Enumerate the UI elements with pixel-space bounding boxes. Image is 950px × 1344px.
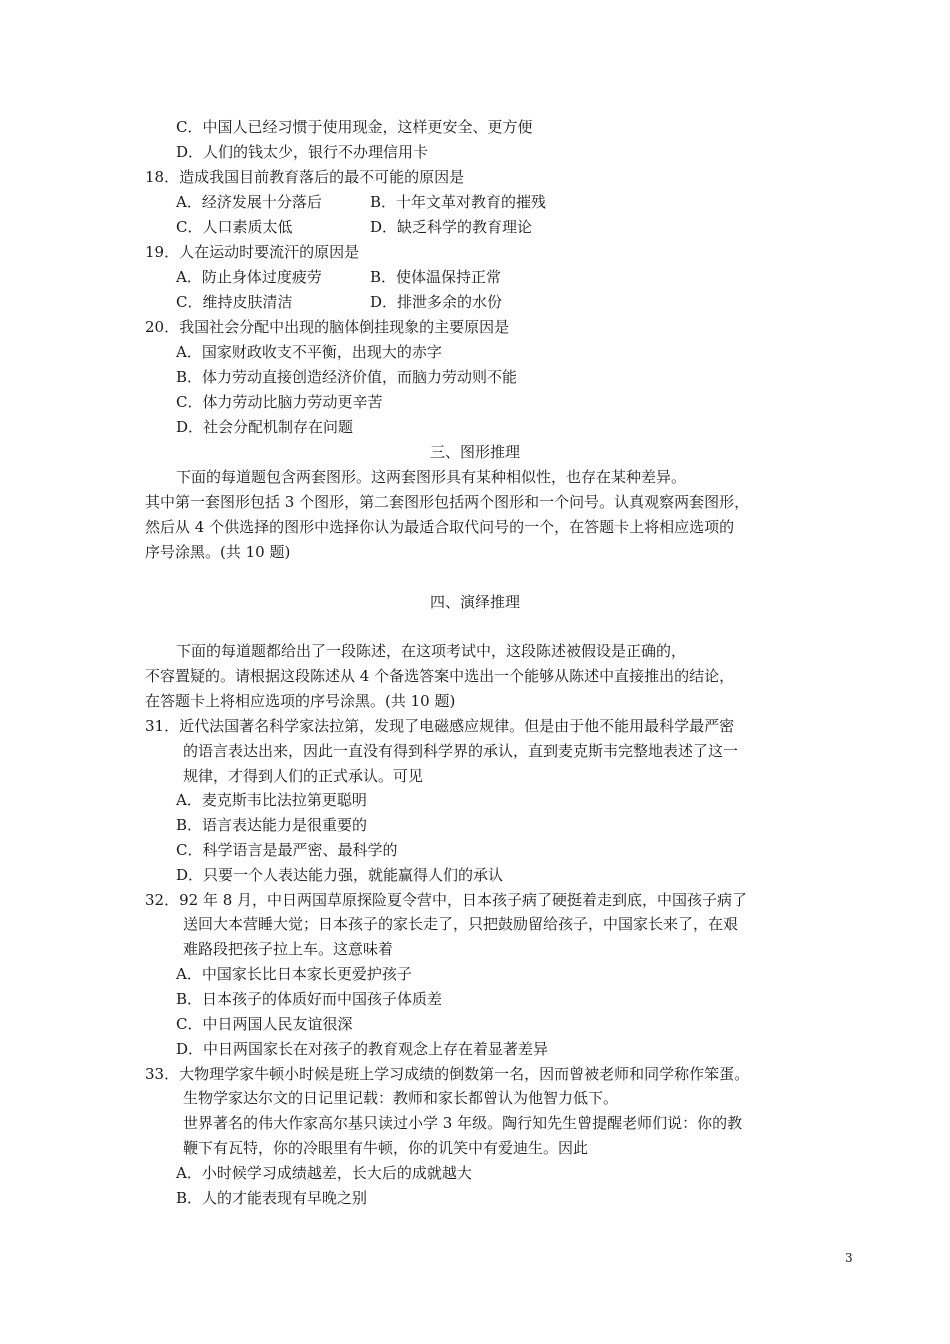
q31-stem-line-3: 规律，才得到人们的正式承认。可见	[183, 767, 424, 785]
q20-option-c: C．体力劳动比脑力劳动更辛苦	[176, 393, 383, 411]
q20-option-d: D．社会分配机制存在问题	[176, 418, 354, 436]
q18-stem: 18．造成我国目前教育落后的最不可能的原因是	[145, 168, 465, 186]
section-3-intro-line-3: 然后从 4 个供选择的图形中选择你认为最适合取代问号的一个，在答题卡上将相应选项的	[145, 518, 735, 536]
q32-option-c: C．中日两国人民友谊很深	[176, 1015, 353, 1033]
q33-option-b: B．人的才能表现有早晚之别	[176, 1189, 368, 1207]
q31-option-c: C．科学语言是最严密、最科学的	[176, 841, 398, 859]
q18-option-c: C．人口素质太低	[176, 218, 293, 236]
q19-option-c: C．维持皮肤清洁	[176, 293, 293, 311]
q33-stem-line-2: 生物学家达尔文的日记里记载：教师和家长都曾认为他智力低下。	[183, 1089, 619, 1107]
q33-option-a: A．小时候学习成绩越差，长大后的成就越大	[176, 1164, 472, 1182]
q32-option-a: A．中国家长比日本家长更爱护孩子	[176, 965, 412, 983]
q19-option-a: A．防止身体过度疲劳	[176, 268, 322, 286]
q32-option-d: D．中日两国家长在对孩子的教育观念上存在着显著差异	[176, 1040, 549, 1058]
q19-stem: 19．人在运动时要流汗的原因是	[145, 243, 360, 261]
section-4-title: 四、演绎推理	[429, 593, 520, 611]
section-4-intro-line-3: 在答题卡上将相应选项的序号涂黑。(共 10 题)	[145, 692, 456, 710]
q32-stem-line-3: 难路段把孩子拉上车。这意味着	[183, 940, 394, 958]
q17-option-d: D．人们的钱太少，银行不办理信用卡	[176, 143, 429, 161]
q33-stem-line-1: 33．大物理学家牛顿小时候是班上学习成绩的倒数第一名，因而曾被老师和同学称作笨蛋。	[145, 1065, 750, 1083]
section-3-intro-line-1: 下面的每道题包含两套图形。这两套图形具有某种相似性，也存在某种差异。	[176, 468, 687, 486]
q31-option-d: D．只要一个人表达能力强，就能赢得人们的承认	[176, 866, 504, 884]
q17-option-c: C．中国人已经习惯于使用现金，这样更安全、更方便	[176, 118, 533, 136]
q32-stem-line-2: 送回大本营睡大觉；日本孩子的家长走了，只把鼓励留给孩子，中国家长来了，在艰	[183, 915, 739, 933]
section-4-intro-line-2: 不容置疑的。请根据这段陈述从 4 个备选答案中选出一个能够从陈述中直接推出的结论，	[145, 667, 735, 685]
q18-option-d: D．缺乏科学的教育理论	[370, 218, 533, 236]
q31-stem-line-1: 31．近代法国著名科学家法拉第，发现了电磁感应规律。但是由于他不能用最科学最严密	[145, 717, 735, 735]
q31-option-a: A．麦克斯韦比法拉第更聪明	[176, 791, 367, 809]
q33-stem-line-3: 世界著名的伟大作家高尔基只读过小学 3 年级。陶行知先生曾提醒老师们说：你的教	[183, 1114, 743, 1132]
q18-option-a: A．经济发展十分落后	[176, 193, 322, 211]
q18-option-b: B．十年文革对教育的摧残	[370, 193, 547, 211]
q32-stem-line-1: 32．92 年 8 月，中日两国草原探险夏令营中，日本孩子病了硬挺着走到底，中国孩子病了	[145, 891, 748, 909]
section-4-intro-line-1: 下面的每道题都给出了一段陈述，在这项考试中，这段陈述被假设是正确的，	[176, 642, 687, 660]
q31-option-b: B．语言表达能力是很重要的	[176, 816, 368, 834]
section-3-title: 三、图形推理	[429, 443, 520, 461]
page-number: 3	[845, 1251, 853, 1265]
q20-option-a: A．国家财政收支不平衡，出现大的赤字	[176, 343, 442, 361]
q20-option-b: B．体力劳动直接创造经济价值，而脑力劳动则不能	[176, 368, 518, 386]
q20-stem: 20．我国社会分配中出现的脑体倒挂现象的主要原因是	[145, 318, 510, 336]
q19-option-b: B．使体温保持正常	[370, 268, 502, 286]
q31-stem-line-2: 的语言表达出来，因此一直没有得到科学界的承认，直到麦克斯韦完整地表述了这一	[183, 742, 739, 760]
q32-option-b: B．日本孩子的体质好而中国孩子体质差	[176, 990, 443, 1008]
section-3-intro-line-2: 其中第一套图形包括 3 个图形，第二套图形包括两个图形和一个问号。认真观察两套图形，	[145, 493, 750, 511]
section-3-intro-line-4: 序号涂黑。(共 10 题)	[145, 543, 291, 561]
q33-stem-line-4: 鞭下有瓦特，你的冷眼里有牛顿，你的讥笑中有爱迪生。因此	[183, 1139, 589, 1157]
q19-option-d: D．排泄多余的水份	[370, 293, 503, 311]
